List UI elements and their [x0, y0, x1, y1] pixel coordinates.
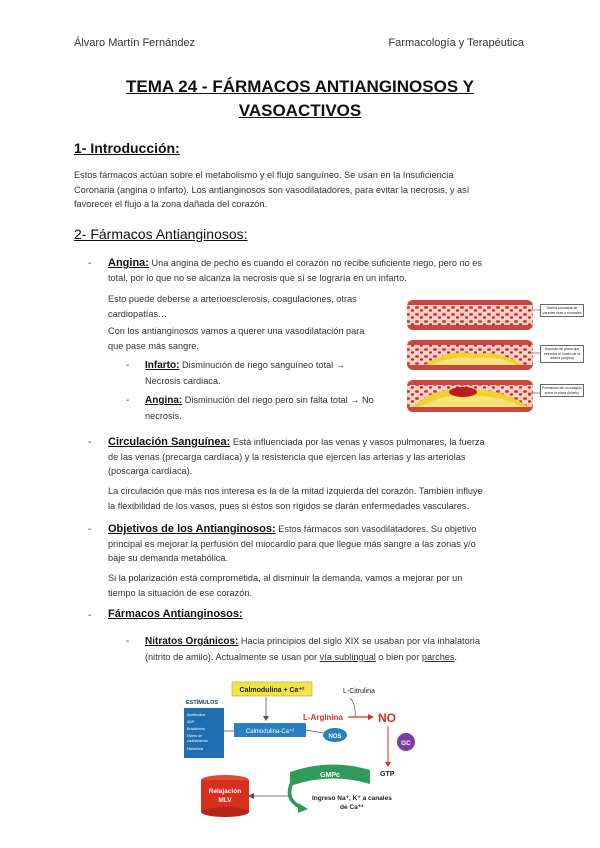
farmacos-term: Fármacos Antianginosos: — [108, 608, 243, 620]
bullet-dash: - — [126, 360, 130, 371]
l-citrulina-label: L-Citrulina — [343, 688, 375, 695]
circulacion-text: la flexibilidad de los vasos, pues si éstos son rígidos se darán enfermedades vasculares. — [108, 500, 470, 511]
artery-label-plaque: Depósito de placa que estrecha el lumen de la arteria (angina) — [540, 345, 584, 363]
infarto-text: Necrosis cardiaca. — [145, 375, 221, 386]
circulacion-text: La circulación que más nos interesa es la de la mitad izquierda del corazón. También influye — [108, 486, 483, 496]
bullet-dash: - — [126, 395, 130, 406]
farmacos-heading — [108, 607, 243, 622]
bullet-dash: - — [88, 258, 92, 269]
objetivos-paragraph — [108, 522, 528, 566]
gtp-label: GTP — [380, 771, 395, 778]
l-arginina-label: L-Arginina — [303, 713, 343, 722]
stimulus-item: ADP — [187, 720, 195, 724]
header-author: Álvaro Martín Fernández — [74, 37, 196, 49]
angina-paragraph — [108, 256, 528, 285]
bullet-dash: - — [88, 610, 92, 621]
objetivos-text: baje su demanda metabólica. — [108, 553, 229, 563]
page-title — [60, 75, 540, 123]
objetivos-text: Estos fármacos son vasodilatadores. Su objetivo — [278, 524, 477, 534]
circulacion-text: Está influenciada por las venas y vasos pulmonares, la fuerza — [232, 437, 485, 447]
vasodilation-line: que pase más sangre. — [108, 340, 199, 351]
stimulus-item: Acetilcolina — [187, 713, 206, 717]
angina-causes-line: cardiopatías… — [108, 308, 168, 319]
stimulus-item: Bradicinina — [187, 727, 205, 731]
artery-label-normal: Arteria coronaria de paredes lisas y normales — [540, 304, 584, 317]
bullet-dash: - — [88, 524, 92, 535]
nitratos-item — [145, 634, 535, 664]
angina-causes-line: Esto puede deberse a arterioesclerosis, coagulaciones, otras — [108, 294, 357, 304]
infarto-item — [145, 358, 395, 388]
title-line-1: TEMA 24 - FÁRMACOS ANTIANGINOSOS Y — [126, 77, 474, 96]
title-line-2: VASOACTIVOS — [238, 101, 362, 120]
artery-illustration — [405, 298, 535, 416]
angina-subitem — [145, 393, 405, 423]
circulacion-paragraph-2 — [108, 484, 528, 513]
intro-line: favorecer el flujo a la zona dañada del corazón. — [74, 199, 268, 209]
calmodulina-ca-label: Calmodulina + Ca⁺² — [239, 687, 305, 694]
mlv-label: MLV — [218, 797, 232, 804]
circulacion-text: (poscarga cardíaca). — [108, 466, 193, 476]
circulacion-text: de las venas (precarga cardíaca) y la resistencia que ejercen las arterias y las arteriolas — [108, 451, 466, 462]
angina-sub-text: Disminución del riego pero sin falta total → No — [184, 395, 374, 405]
estimulos-label: ESTÍMULOS — [186, 700, 219, 706]
no-label: NO — [378, 711, 396, 725]
angina-term: Angina: — [108, 257, 149, 269]
bullet-dash: - — [126, 636, 130, 647]
angina-sub-term: Angina: — [145, 395, 183, 406]
objetivos-text: principal es mejorar la perfusión del miocardio para que llegue más sangre a las zonas y/o — [108, 538, 476, 549]
objetivos-term: Objetivos de los Antianginosos: — [108, 523, 276, 535]
bullet-dash: - — [88, 437, 92, 448]
ingreso-line-2: de Ca⁺² — [340, 804, 364, 811]
artery-label-clot: Formación de un coágulo sobre la placa (infarto) — [540, 384, 584, 397]
section-1-heading: 1- Introducción: — [74, 140, 180, 156]
stimulus-item: Estrés de — [187, 734, 203, 738]
intro-line: Coronaria (angina o infarto). Los antianginosos son vasodilatadores, para evitar la necrosis, y así — [74, 184, 470, 195]
stimulus-item: Histamina — [187, 747, 203, 751]
nitratos-text: . — [454, 651, 458, 662]
objetivos-text: tiempo la situación de ese corazón. — [108, 587, 253, 598]
angina-causes — [108, 292, 398, 321]
nitratos-text: (nitrito de amilo). Actualmente se usan por — [145, 651, 320, 662]
circulacion-term: Circulación Sanguínea: — [108, 436, 231, 448]
nitratos-term: Nitratos Orgánicos: — [145, 636, 239, 647]
infarto-text: Disminución de riego sanguíneo total → — [182, 360, 345, 370]
angina-vasodilation — [108, 324, 398, 353]
nitratos-text: o bien por — [375, 651, 422, 662]
ingreso-line-1: Ingreso Na⁺, K⁺ a canales — [312, 795, 392, 802]
nitratos-parches: parches — [421, 651, 455, 662]
angina-text: Una angina de pecho es cuando el corazón no recibe suficiente riego, pero no es — [151, 258, 482, 268]
gc-label: GC — [401, 740, 411, 747]
relajacion-label: Relajación — [208, 788, 242, 795]
angina-text: total, por lo que no se alcanza la necrosis que sí se lograría en un infarto. — [108, 272, 407, 283]
infarto-term: Infarto: — [145, 360, 180, 371]
circulacion-paragraph — [108, 435, 528, 479]
vasodilation-line: Con los antianginosos vamos a querer una vasodilatación para — [108, 326, 365, 336]
intro-paragraph — [74, 168, 534, 212]
nitratos-sublingual: vía sublingual — [319, 651, 376, 662]
nos-label: NOS — [328, 734, 342, 740]
nitric-oxide-pathway-diagram — [180, 676, 430, 844]
intro-line: Estos fármacos actúan sobre el metabolismo y el flujo sanguíneo. Se usan en la Insuficiencia — [74, 170, 454, 180]
objetivos-text: Si la polarización está comprometida, al disminuir la demanda, vamos a mejorar por un — [108, 573, 463, 583]
gmpc-label: GMPc — [320, 772, 340, 779]
objetivos-paragraph-2 — [108, 571, 528, 600]
stimulus-item: cizallamiento — [187, 739, 208, 743]
section-2-heading: 2- Fármacos Antianginosos: — [74, 226, 248, 242]
nitratos-text: Hacia principios del siglo XIX se usaban por vía inhalatoria — [240, 636, 480, 646]
angina-sub-text: necrosis. — [145, 410, 182, 421]
header-subject: Farmacología y Terapéutica — [388, 37, 524, 49]
calmodulina-complex-label: Calmodulina-Ca⁺² — [245, 729, 295, 735]
